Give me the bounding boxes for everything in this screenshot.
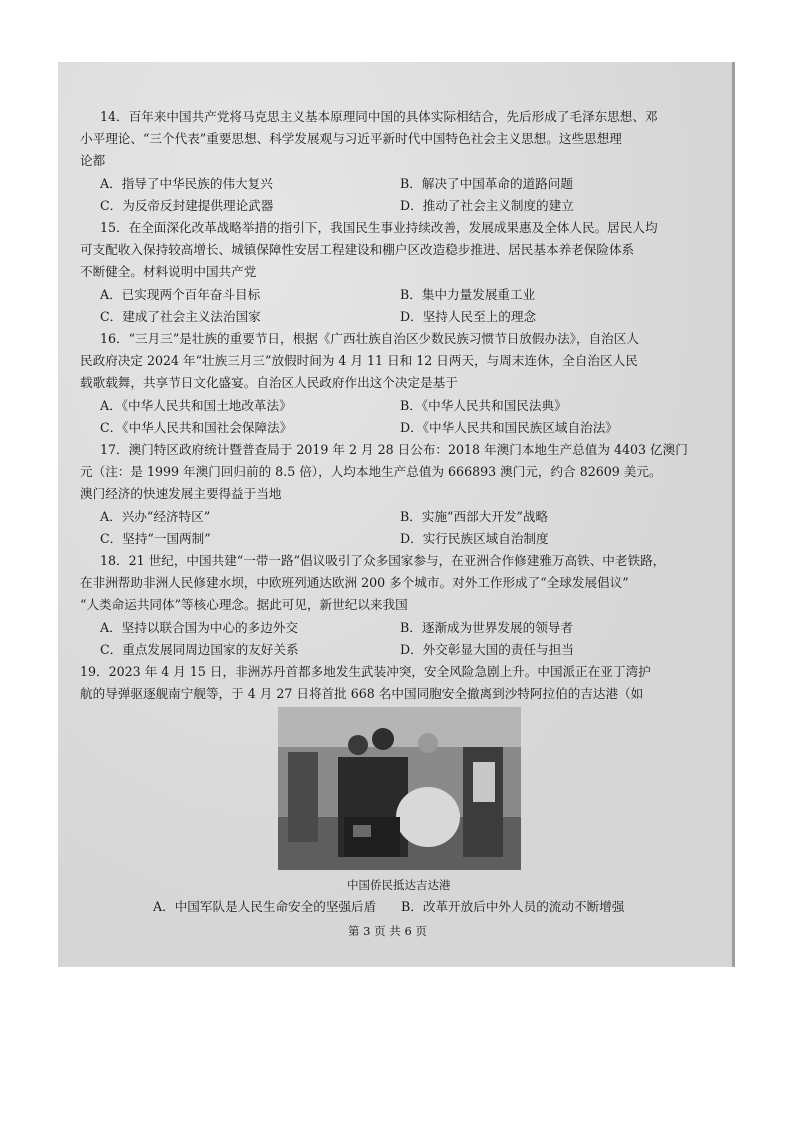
q15-line-2: 可支配收入保持较高增长、城镇保障性安居工程建设和棚户区改造稳步推进、居民基本养老保险体系 <box>80 242 635 257</box>
q15-line-3: 不断健全。材料说明中国共产党 <box>80 264 257 279</box>
q19-line-2: 航的导弹驱逐舰南宁舰等，于 4 月 27 日将首批 668 名中国同胞安全撤离到沙特阿拉伯的吉达港（如 <box>80 686 644 701</box>
q18-line-1: 18．21 世纪，中国共建“一带一路”倡议吸引了众多国家参与，在亚洲合作修建雅万高铁、中老铁路， <box>100 553 666 568</box>
q17-line-2: 元（注：是 1999 年澳门回归前的 8.5 倍），人均本地生产总值为 666893 澳门元，约合 82609 美元。 <box>80 464 662 479</box>
q17-option-b: B．实施“西部大开发”战略 <box>400 509 549 524</box>
evacuees-photo <box>278 707 521 870</box>
q16-line-1: 16．“三月三”是壮族的重要节日，根据《广西壮族自治区少数民族习惯节日放假办法》，自治区人 <box>100 331 639 346</box>
q14-line-2: 小平理论、“三个代表”重要思想、科学发展观与习近平新时代中国特色社会主义思想。这些思想理 <box>80 131 622 146</box>
figure-caption: 中国侨民抵达吉达港 <box>347 878 451 892</box>
q19-option-a: A．中国军队是人民生命安全的坚强后盾 <box>153 899 377 914</box>
q16-option-c: C．《中华人民共和国社会保障法》 <box>100 420 293 435</box>
q16-line-2: 民政府决定 2024 年“壮族三月三”放假时间为 4 月 11 日和 12 日两天，与周末连休，全自治区人民 <box>80 353 638 368</box>
q14-option-b: B．解决了中国革命的道路问题 <box>400 176 573 191</box>
q17-option-d: D．实行民族区域自治制度 <box>400 531 549 546</box>
q16-line-3: 载歌载舞，共享节日文化盛宴。自治区人民政府作出这个决定是基于 <box>80 375 458 390</box>
q18-option-a: A．坚持以联合国为中心的多边外交 <box>100 620 299 635</box>
q15-option-c: C．建成了社会主义法治国家 <box>100 309 261 324</box>
exam-page <box>58 62 735 967</box>
q17-line-3: 澳门经济的快速发展主要得益于当地 <box>80 486 282 501</box>
q16-option-a: A．《中华人民共和国土地改革法》 <box>100 398 292 413</box>
q17-line-1: 17．澳门特区政府统计暨普查局于 2019 年 2 月 28 日公布：2018 年澳门本地生产总值为 4403 亿澳门 <box>100 442 688 457</box>
q18-option-b: B．逐渐成为世界发展的领导者 <box>400 620 573 635</box>
q19-line-1: 19．2023 年 4 月 15 日，非洲苏丹首都多地发生武装冲突，安全风险急剧上升。中国派正在亚丁湾护 <box>80 664 651 679</box>
q19-option-b: B．改革开放后中外人员的流动不断增强 <box>401 899 625 914</box>
q15-option-b: B．集中力量发展重工业 <box>400 287 536 302</box>
q15-option-d: D．坚持人民至上的理念 <box>400 309 537 324</box>
q18-line-3: “人类命运共同体”等核心理念。据此可见，新世纪以来我国 <box>80 597 408 612</box>
q16-option-b: B．《中华人民共和国民法典》 <box>400 398 567 413</box>
q17-option-c: C．坚持“一国两制” <box>100 531 211 546</box>
q18-option-c: C．重点发展同周边国家的友好关系 <box>100 642 299 657</box>
q14-option-a: A．指导了中华民族的伟大复兴 <box>100 176 273 191</box>
q18-option-d: D．外交彰显大国的责任与担当 <box>400 642 574 657</box>
page-footer: 第 3 页 共 6 页 <box>348 924 427 938</box>
q15-option-a: A．已实现两个百年奋斗目标 <box>100 287 261 302</box>
q18-line-2: 在非洲帮助非洲人民修建水坝，中欧班列通达欧洲 200 多个城市。对外工作形成了“全球发展倡议” <box>80 575 629 590</box>
q14-option-c: C．为反帝反封建提供理论武器 <box>100 198 274 213</box>
q14-line-3: 论都 <box>80 153 106 168</box>
q17-option-a: A．兴办“经济特区” <box>100 509 211 524</box>
photo-illustration <box>278 707 521 870</box>
q16-option-d: D．《中华人民共和国民族区域自治法》 <box>400 420 618 435</box>
q14-line-1: 14．百年来中国共产党将马克思主义基本原理同中国的具体实际相结合，先后形成了毛泽东思想、邓 <box>100 109 658 124</box>
q15-line-1: 15．在全面深化改革战略举措的指引下，我国民生事业持续改善，发展成果惠及全体人民。居民人均 <box>100 220 658 235</box>
q14-option-d: D．推动了社会主义制度的建立 <box>400 198 574 213</box>
